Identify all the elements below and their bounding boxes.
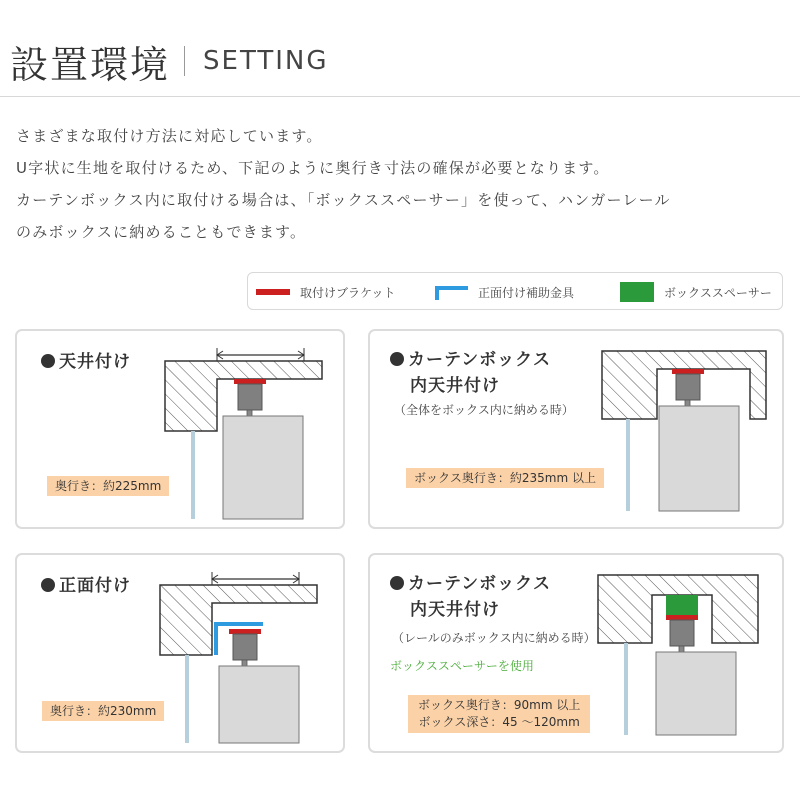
legend xyxy=(247,272,783,310)
depth-note: 奥行き：約230mm xyxy=(42,701,164,721)
bullet-icon xyxy=(41,354,55,368)
panel-title: カーテンボックス xyxy=(390,569,551,594)
panel-title-line2: 内天井付け xyxy=(410,600,500,620)
intro-line: U字状に生地を取付けるため、下記のように奥行き寸法の確保が必要となります。 xyxy=(16,159,610,177)
intro-text xyxy=(16,120,786,248)
panel-subtitle: （全体をボックス内に納める時） xyxy=(394,403,574,417)
intro-line: のみボックスに納めることもできます。 xyxy=(16,223,307,241)
panel-ceiling-mount xyxy=(15,329,345,529)
legend-item-bracket xyxy=(256,273,395,311)
page-title: 設置環境 xyxy=(10,42,171,87)
panel-title: 正面付け xyxy=(41,571,131,596)
red-bar-icon xyxy=(256,287,290,297)
panel-title: カーテンボックス xyxy=(390,345,551,370)
page-subtitle: SETTING xyxy=(203,46,329,76)
page-header xyxy=(10,36,329,86)
blue-l-bracket-icon xyxy=(434,284,468,300)
panel-title-line2: 内天井付け xyxy=(410,376,500,396)
panel-subtitle: （レールのみボックス内に納める時） xyxy=(392,631,596,645)
legend-item-aux xyxy=(434,273,574,311)
panel-title: 天井付け xyxy=(41,347,131,372)
intro-line: カーテンボックス内に取付ける場合は、「ボックススペーサー」を使って、ハンガーレール xyxy=(16,191,671,209)
bullet-icon xyxy=(41,578,55,592)
panel-box-ceiling-full xyxy=(368,329,784,529)
panel-front-mount xyxy=(15,553,345,753)
legend-label: 正面付け補助金具 xyxy=(478,285,575,300)
depth-note: ボックス奥行き：約235mm 以上 xyxy=(406,468,604,488)
depth-note xyxy=(408,695,590,733)
intro-line: さまざまな取付け方法に対応しています。 xyxy=(16,127,323,145)
green-square-icon xyxy=(620,282,654,302)
depth-note-line: ボックス深さ：45 ～120mm xyxy=(418,715,580,729)
header-divider xyxy=(0,96,800,97)
legend-item-spacer xyxy=(620,273,772,311)
legend-label: 取付けブラケット xyxy=(300,285,396,300)
bullet-icon xyxy=(390,576,404,590)
bullet-icon xyxy=(390,352,404,366)
spacer-note: ボックススペーサーを使用 xyxy=(390,659,534,673)
panel-box-ceiling-rail xyxy=(368,553,784,753)
depth-note-line: ボックス奥行き：90mm 以上 xyxy=(418,698,581,712)
title-divider xyxy=(184,46,185,76)
legend-label: ボックススペーサー xyxy=(664,285,772,300)
depth-note: 奥行き：約225mm xyxy=(47,476,169,496)
